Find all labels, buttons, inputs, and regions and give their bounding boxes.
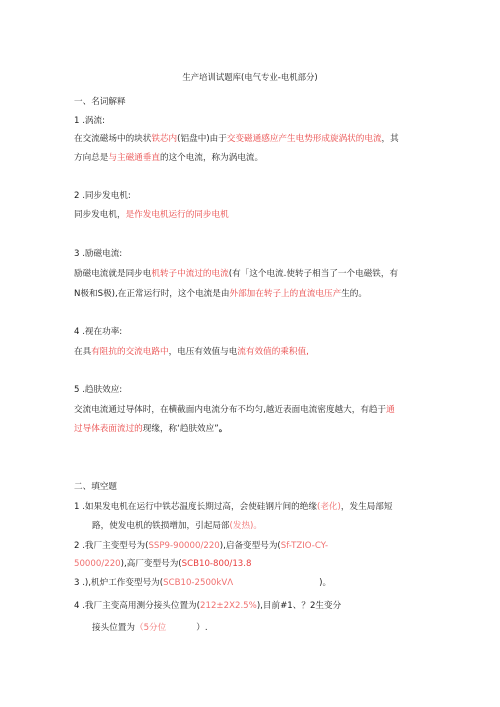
highlight: 机转子中流过的电流 <box>151 269 229 279</box>
page-title: 生产培训试题库(电气专业-电机部分) <box>182 72 318 82</box>
answer: (老化) <box>316 502 341 512</box>
text: (铝盘中)由于 <box>177 134 227 144</box>
item-3-line-2 <box>74 288 367 300</box>
text: 交流电流通过导体时，在横截面内电流分布不均匀,越近表面电流密度越大，有趋于 <box>74 405 387 415</box>
answer: 212±2X2.5% <box>200 601 257 611</box>
text: ),高厂变型号为( <box>120 559 182 569</box>
text: 4 .我厂主变高用测分接头位置为( <box>74 601 201 611</box>
text: 接头位置为 <box>92 623 135 633</box>
fill-4-line-1 <box>74 600 341 612</box>
item-1-heading: 1 .涡流: <box>74 116 106 126</box>
item-3-line-1 <box>74 268 398 280</box>
text: 同步发电机， <box>74 210 126 220</box>
answer: Sf-TZIO-CY- <box>280 541 329 551</box>
text: ),目前#1、？2生变分 <box>256 601 342 611</box>
highlight: 流有效值的乘积值, <box>237 347 309 357</box>
highlight: 有阻抗的交流电路中 <box>91 347 169 357</box>
answer: SSP9-90000/220 <box>148 541 220 551</box>
text: ),启备变型号为( <box>219 541 281 551</box>
text: (有「这个电流.使转子相当了一个电磁铁，有 <box>228 269 399 279</box>
text: 在交流磁场中的块状 <box>74 134 152 144</box>
text: 路，使发电机的铁损增加，引起局部 <box>92 521 230 531</box>
item-5-line-2 <box>74 423 227 435</box>
highlight: 铁芯内 <box>151 134 178 144</box>
text: 。 <box>218 424 228 434</box>
text: 生的。 <box>341 289 367 299</box>
highlight: 过导体表面流过的 <box>74 424 143 434</box>
fill-1-line-2 <box>92 520 262 532</box>
text: ，电压有效值与电 <box>168 347 238 357</box>
text: 1 .如果发电机在运行中铁芯温度长期过高，会使硅钢片间的绝缘 <box>74 502 317 512</box>
answer: SCB10-2500kVΛ <box>163 578 234 588</box>
fill-4-line-2 <box>92 622 208 634</box>
text: 的这个电流，称为涡电流。 <box>159 153 264 163</box>
fill-1-line-1 <box>74 501 392 513</box>
item-2-line-1 <box>74 209 229 221</box>
answer: （5分位 <box>134 623 167 633</box>
highlight: 是作发电机运行的同步电机 <box>125 210 229 220</box>
text: 现缘，称‘趋肤效应” <box>142 424 219 434</box>
highlight: 外部加在转子上的直流电压产 <box>229 289 342 299</box>
item-4-heading: 4 .视在功率: <box>74 327 123 337</box>
item-5-line-1 <box>74 404 395 416</box>
text: )。 <box>319 578 332 588</box>
answer: 50000/220 <box>74 559 121 569</box>
fill-2-line-1 <box>74 540 328 552</box>
answer: (发热)。 <box>229 521 263 531</box>
item-2-heading: 2 .同步发电机: <box>74 191 131 201</box>
item-1-line-1 <box>74 133 399 145</box>
fill-3-line-1 <box>74 577 331 589</box>
answer: SCB10-800/13.8 <box>181 559 252 569</box>
highlight: 通 <box>386 405 395 415</box>
item-3-heading: 3 .励磁电流: <box>74 249 123 259</box>
text: N极和S极),在正常运行时，这个电流是由 <box>74 289 230 299</box>
text: ，发生局部短 <box>340 502 393 512</box>
section-heading-fill-in: 二、填空题 <box>74 482 117 492</box>
item-1-line-2 <box>74 152 263 164</box>
text: 2 .我厂主变型号为( <box>74 541 149 551</box>
highlight: 与主磁通垂直 <box>108 153 160 163</box>
section-heading-definitions: 一、名词解释 <box>74 97 126 107</box>
text: 3 .),机炉工作变型号为( <box>74 578 164 588</box>
item-5-heading: 5 .趋肤效应: <box>74 385 123 395</box>
highlight: 交变磁通感应产生电势形成旋涡状的电流 <box>226 134 382 144</box>
item-4-line-1 <box>74 346 309 358</box>
text: 励磁电流就是同步电 <box>74 269 152 279</box>
text: ）. <box>196 623 208 633</box>
fill-2-line-2 <box>74 558 251 570</box>
text: ，其 <box>381 134 399 144</box>
text: 方向总是 <box>74 153 109 163</box>
text: 在具 <box>74 347 92 357</box>
